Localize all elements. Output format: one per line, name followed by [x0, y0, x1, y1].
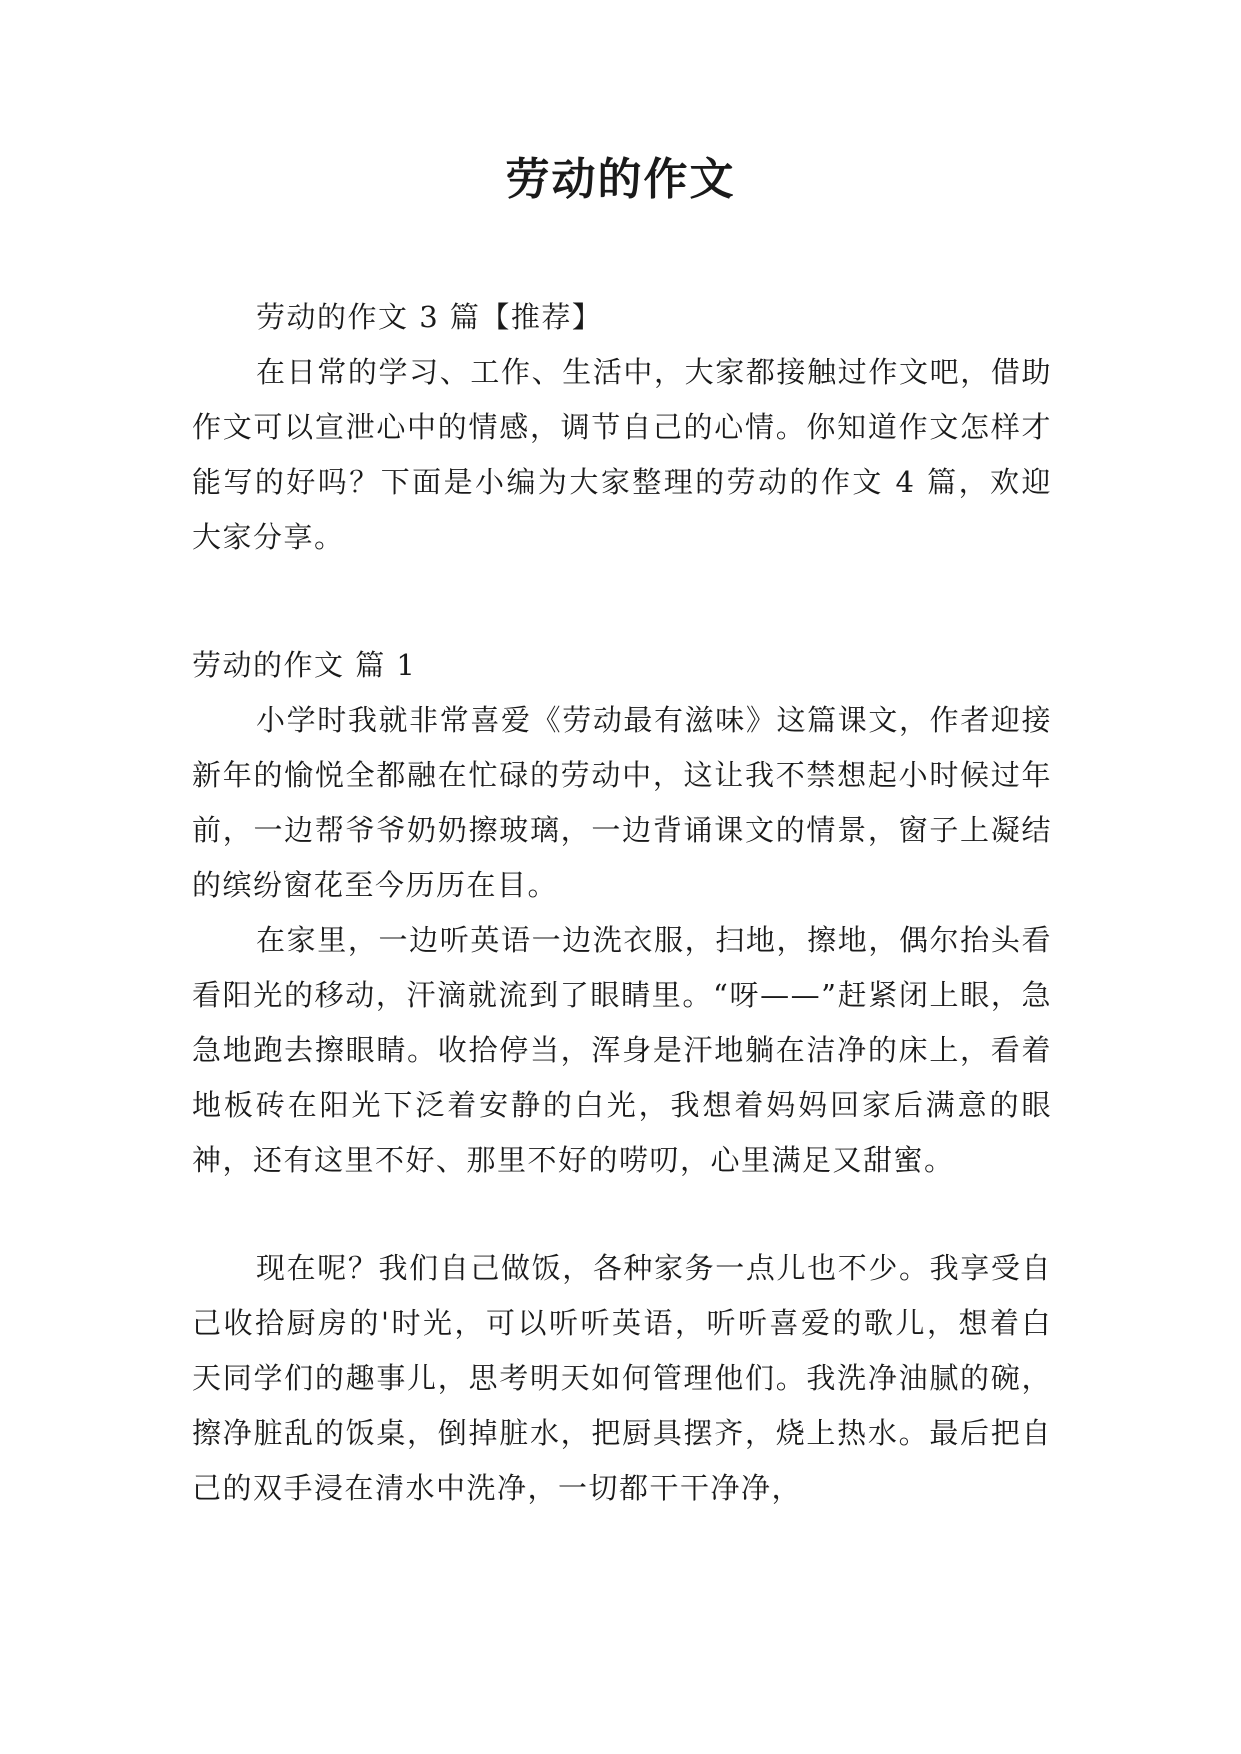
document-subtitle: 劳动的作文 3 篇【推荐】: [256, 300, 603, 334]
body-paragraph: 现在呢？我们自己做饭，各种家务一点儿也不少。我享受自己收拾厨房的'时光，可以听听英语，听听喜爱的歌儿，想着白天同学们的趣事儿，思考明天如何管理他们。我洗净油腻的碗，擦净脏乱的饭桌，倒掉脏水，把厨具摆齐，烧上热水。最后把自己的双手浸在清水中洗净，一切都干干净净，: [192, 1251, 1052, 1505]
section-heading: 劳动的作文 篇 1: [192, 648, 417, 682]
document-title: 劳动的作文: [505, 154, 736, 205]
body-paragraph: 在家里，一边听英语一边洗衣服，扫地，擦地，偶尔抬头看看阳光的移动，汗滴就流到了眼睛里。“呀——”赶紧闭上眼，急急地跑去擦眼睛。收拾停当，浑身是汗地躺在洁净的床上，看着地板砖在阳光下泛着安静的白光，我想着妈妈回家后满意的眼神，还有这里不好、那里不好的唠叨，心里满足又甜蜜。: [192, 923, 1052, 1177]
intro-paragraph: 在日常的学习、工作、生活中，大家都接触过作文吧，借助作文可以宣泄心中的情感，调节自己的心情。你知道作文怎样才能写的好吗？下面是小编为大家整理的劳动的作文 4 篇，欢迎大家分享。: [192, 355, 1052, 554]
body-paragraph: 小学时我就非常喜爱《劳动最有滋味》这篇课文，作者迎接新年的愉悦全都融在忙碌的劳动中，这让我不禁想起小时候过年前，一边帮爷爷奶奶擦玻璃，一边背诵课文的情景，窗子上凝结的缤纷窗花至今历历在目。: [192, 703, 1052, 902]
